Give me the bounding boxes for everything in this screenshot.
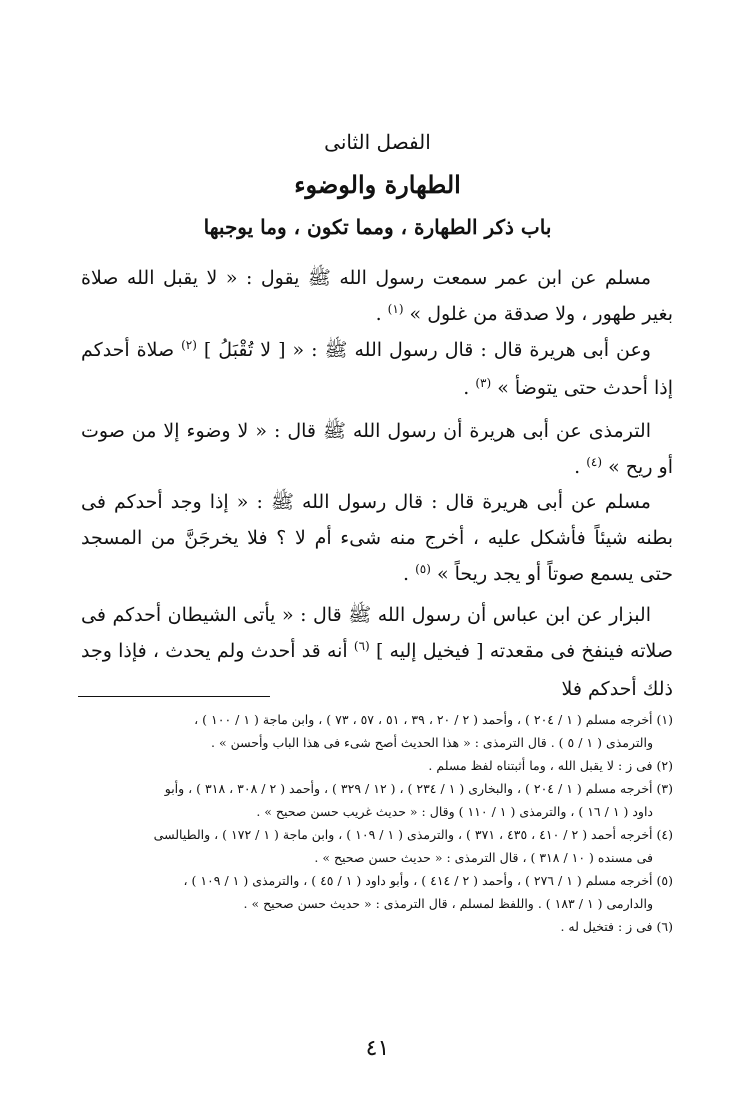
footnote-ref: (٥) [415,562,431,576]
footnote-line: (١) أخرجه مسلم ( ١ / ٢٠٤ ) ، وأحمد ( ٢ / ٢٠ ، ٣٩ ، ٥١ ، ٥٧ ، ٧٣ ) ، وابن ماجة ( ١ / ١٠٠ ) ، [194,712,673,727]
footnote [79,777,673,823]
footnote [79,915,673,938]
footnote-line: (٢) فى ز : لا يقبل الله ، وما أثبتناه لفظ مسلم . [428,758,673,773]
page-number: ٤١ [365,1036,390,1061]
paragraph-text: مسلم عن ابن عمر سمعت رسول الله ﷺ يقول : « لا يقبل الله صلاة بغير طهور ، ولا صدقة من غلول » [81,267,673,325]
paragraph-text: مسلم عن أبى هريرة قال : قال رسول الله ﷺ : « إذا وجد أحدكم فى بطنه شيئاً فأشكل عليه ، أخرج منه شىء أم لا ؟ فلا يخرجَنَّ من المسجد حتى يسمع صوتاً أو يجد ريحاً » [81,491,673,585]
section-heading: باب ذكر الطهارة ، ومما تكون ، وما يوجبها [203,215,552,239]
hadith-paragraph [81,413,673,487]
hadith-paragraph [81,597,673,707]
footnote [79,869,673,915]
footnote-line: داود ( ١ / ١٦ ) ، والترمذى ( ١ / ١١٠ ) وقال : « حديث غريب حسن صحيح » . [256,804,653,819]
paragraph-end: . [375,303,382,325]
paragraph-end: . [574,456,581,478]
footnote-ref: (١) [387,302,404,316]
paragraph-end: أنه قد أحدث ولم يحدث ، فإذا وجد ذلك أحدكم فلا [81,640,673,700]
footnote-line: والدارمى ( ١ / ١٨٣ ) . واللفظ لمسلم ، قال الترمذى : « حديث حسن صحيح » . [243,896,653,911]
footnote [79,708,673,754]
hadith-paragraph [81,484,673,594]
chapter-heading: الفصل الثانى [324,130,431,154]
footnote-line: (٥) أخرجه مسلم ( ١ / ٢٧٦ ) ، وأحمد ( ٢ / ٤١٤ ) ، وأبو داود ( ١ / ٤٥ ) ، والترمذى ( ١ / ١٠٩ ) ، [183,873,673,888]
hadith-paragraph [81,260,673,334]
footnote-line: والترمذى ( ١ / ٥ ) . قال الترمذى : « هذا الحديث أصح شىء فى هذا الباب وأحسن » . [211,735,653,750]
footnote-divider [78,696,270,697]
paragraph-text: وعن أبى هريرة قال : قال رسول الله ﷺ : « [ لا تُقْبَلُ ] $^{(٢)}$ صلاة أحدكم إذا أحدث حتى يتوضأ » [81,338,673,399]
paragraph-text: البزار عن ابن عباس أن رسول الله ﷺ قال : « يأتى الشيطان أحدكم فى صلاته فينفخ فى مقعدته [ فيخيل إليه ] [81,604,673,662]
page-title: الطهارة والوضوء [294,170,461,199]
paragraph-text: الترمذى عن أبى هريرة أن رسول الله ﷺ قال : « لا وضوء إلا من صوت أو ريح » [81,420,673,478]
footnote-line: (٤) أخرجه أحمد ( ٢ / ٤١٠ ، ٤٣٥ ، ٣٧١ ) ، والترمذى ( ١ / ١٠٩ ) ، وابن ماجة ( ١ / ١٧٢ ) ، والطيالسى [153,827,673,842]
footnote-ref: (٦) [353,639,370,653]
footnote-line: فى مسنده ( ١٠ / ٣١٨ ) ، قال الترمذى : « حديث حسن صحيح » . [314,850,653,865]
footnote [79,823,673,869]
footnote-ref: (٤) [586,455,603,469]
footnotes [79,708,673,938]
paragraph-end: . [463,377,470,399]
footnote [79,754,673,777]
footnote-line: (٣) أخرجه مسلم ( ١ / ٢٠٤ ) ، والبخارى ( ١ / ٢٣٤ ) ، ( ١٢ / ٣٢٩ ) ، وأحمد ( ٢ / ٣٠٨ ، ٣١٨ ) ، وأبو [164,781,673,796]
footnote-line: (٦) فى ز : فتخيل له . [560,919,673,934]
footnote-ref: (٣) [475,376,492,390]
paragraph-end: . [402,563,410,585]
hadith-paragraph [81,332,673,408]
footnote-ref-inline: (٢) [181,338,197,352]
